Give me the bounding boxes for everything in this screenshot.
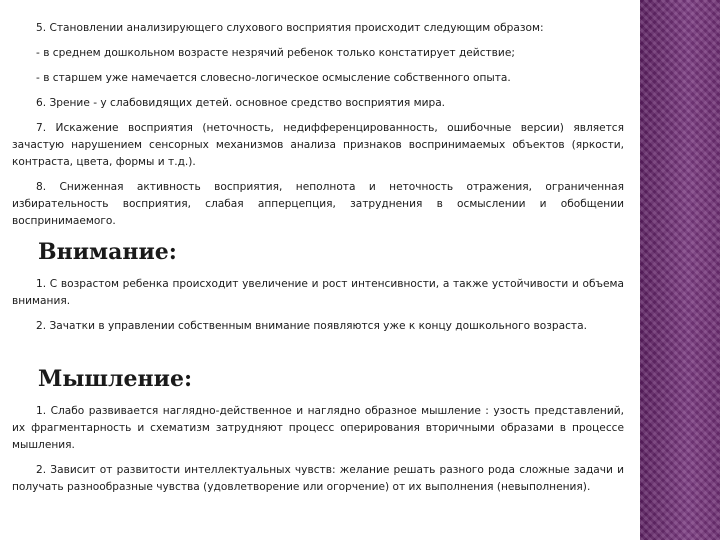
decorative-side-panel — [640, 0, 720, 540]
attention-paragraph-2: 2. Зачатки в управлении собственным внимание появляются уже к концу дошкольного возраста. — [36, 320, 587, 332]
thinking-paragraph-2: 2. Зависит от развитости интеллектуальных чувств: желание решать разного рода сложные задачи и получать разнообразные чувства (удовлетворение или огорчение) от их выполнения (невыполнения). — [12, 464, 624, 493]
perception-paragraph-senior-age: - в старшем уже намечается словесно-логическое осмысление собственного опыта. — [36, 72, 511, 84]
perception-paragraph-middle-age: - в среднем дошкольном возрасте незрячий ребенок только констатирует действие; — [36, 47, 515, 59]
section-spacer — [12, 343, 624, 365]
thinking-heading: Мышление: — [38, 366, 193, 392]
perception-paragraph-8: 8. Сниженная активность восприятия, неполнота и неточность отражения, ограниченная избирательность восприятия, слабая апперцепция, затруднения в осмыслении и обобщении воспринимаемого. — [12, 181, 624, 227]
perception-paragraph-5: 5. Становлении анализирующего слухового восприятия происходит следующим образом: — [36, 22, 544, 34]
thinking-paragraph-1: 1. Слабо развивается наглядно-действенное и наглядно образное мышление : узость представлений, их фрагментарность и схематизм затрудняют процесс оперирования вторичными образами в процессе мышления. — [12, 405, 624, 451]
perception-paragraph-7: 7. Искажение восприятия (неточность, недифференцированность, ошибочные версии) является зачастую нарушением сенсорных механизмов анализа признаков воспринимаемых объектов (яркости, контраста, цвета, формы и т.д.). — [12, 122, 624, 168]
perception-paragraph-6: 6. Зрение - у слабовидящих детей. основное средство восприятия мира. — [36, 97, 446, 109]
attention-paragraph-1: 1. С возрастом ребенка происходит увеличение и рост интенсивности, а также устойчивости и объема внимания. — [12, 278, 624, 307]
attention-heading: Внимание: — [38, 239, 177, 265]
